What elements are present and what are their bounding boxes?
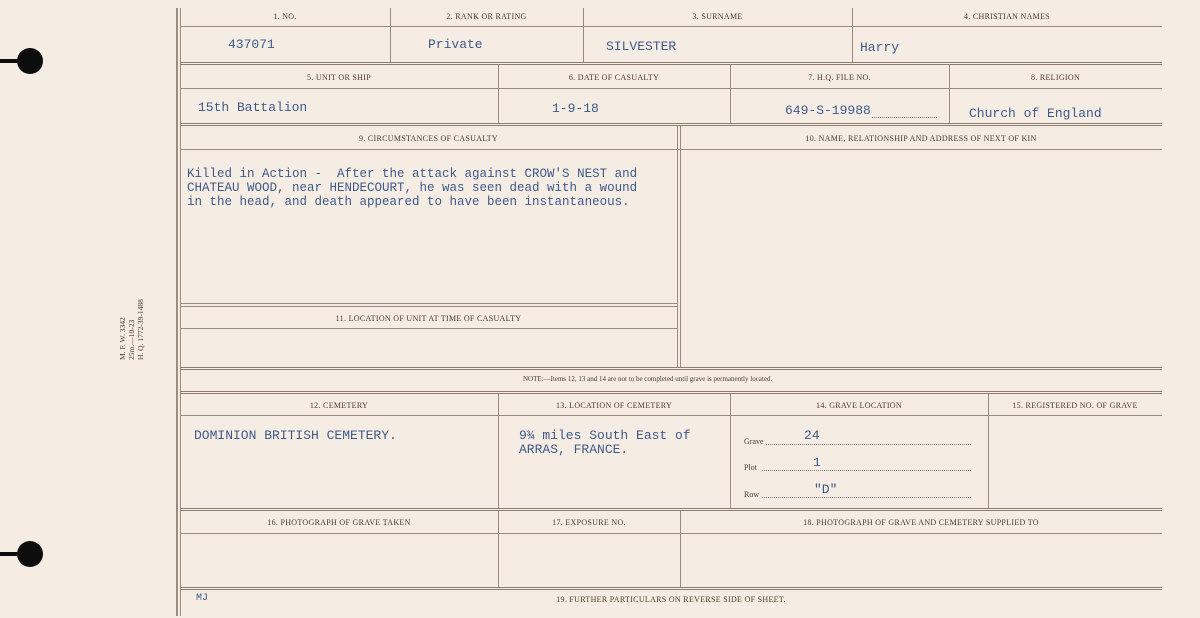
label-exposure-no: 17. EXPOSURE NO. bbox=[552, 518, 626, 527]
hq-file-dots bbox=[872, 117, 937, 118]
label-christian-names: 4. CHRISTIAN NAMES bbox=[963, 12, 1051, 21]
row-dots bbox=[762, 497, 971, 498]
value-date-of-casualty: 1-9-18 bbox=[552, 101, 599, 116]
label-location-of-unit: 11. LOCATION OF UNIT AT TIME OF CASUALTY bbox=[335, 314, 522, 323]
value-row: "D" bbox=[814, 482, 838, 497]
value-number: 437071 bbox=[228, 37, 275, 52]
label-next-of-kin: 10. NAME, RELATIONSHIP AND ADDRESS OF NEXT OF KIN bbox=[805, 134, 1037, 143]
row4-label-rule bbox=[180, 415, 1162, 416]
value-christian-names: Harry bbox=[860, 40, 900, 55]
value-location-line-1: 9¾ miles South East of bbox=[519, 428, 691, 443]
punch-hole-top bbox=[17, 48, 43, 74]
row4-divider-2 bbox=[730, 394, 731, 508]
value-plot: 1 bbox=[813, 455, 821, 470]
row5-bottom-rule bbox=[180, 587, 1162, 590]
label-grave: Grave bbox=[744, 437, 764, 446]
label-unit: 5. UNIT OR SHIP bbox=[307, 73, 371, 82]
row4-bottom-rule bbox=[180, 508, 1162, 511]
label-date-of-casualty: 6. DATE OF CASUALTY bbox=[568, 73, 660, 82]
row3-location-rule bbox=[180, 328, 677, 329]
value-grave: 24 bbox=[804, 428, 820, 443]
plot-dots bbox=[762, 470, 971, 471]
label-registered-no: 15. REGISTERED NO. OF GRAVE bbox=[1012, 401, 1138, 410]
row2-label-rule bbox=[180, 88, 1162, 89]
label-row: Row bbox=[744, 490, 760, 499]
row3-mid-rule-2 bbox=[180, 306, 677, 307]
label-number: 1. NO. bbox=[273, 12, 297, 21]
label-religion: 8. RELIGION bbox=[1030, 73, 1081, 82]
left-border bbox=[176, 8, 178, 616]
row5-label-rule bbox=[180, 533, 1162, 534]
label-surname: 3. SURNAME bbox=[692, 12, 743, 21]
label-plot: Plot bbox=[744, 463, 757, 472]
value-surname: SILVESTER bbox=[606, 39, 677, 54]
value-rank: Private bbox=[428, 37, 483, 52]
row2-bottom-rule bbox=[180, 123, 1162, 126]
row3-mid-rule-1 bbox=[180, 303, 677, 304]
note-bottom-rule bbox=[180, 391, 1162, 394]
value-cemetery: DOMINION BRITISH CEMETERY. bbox=[194, 428, 397, 443]
row4-divider-1 bbox=[498, 394, 499, 508]
value-unit: 15th Battalion bbox=[198, 100, 308, 115]
value-religion: Church of England bbox=[969, 106, 1102, 121]
label-photograph-taken: 16. PHOTOGRAPH OF GRAVE TAKEN bbox=[267, 518, 411, 527]
row4-divider-3 bbox=[988, 394, 989, 508]
side-print-line-1: M. F. W. 3342 bbox=[118, 317, 127, 360]
side-print-line-2: 25m.—10-23 bbox=[127, 319, 136, 360]
clerk-initials: MJ bbox=[196, 593, 209, 604]
row1-label-rule bbox=[180, 26, 1162, 27]
note-text: NOTE:—Items 12, 13 and 14 are not to be completed until grave is permanently located. bbox=[523, 375, 773, 383]
label-photograph-supplied: 18. PHOTOGRAPH OF GRAVE AND CEMETERY SUPPLIED TO bbox=[803, 518, 1039, 527]
label-rank: 2. RANK OR RATING bbox=[446, 12, 527, 21]
row3-divider bbox=[677, 126, 678, 368]
row3-divider-inner bbox=[680, 126, 681, 368]
label-hq-file: 7. H.Q. FILE NO. bbox=[808, 73, 871, 82]
label-further-particulars: 19. FURTHER PARTICULARS ON REVERSE SIDE OF SHEET. bbox=[556, 595, 786, 604]
grave-dots bbox=[766, 444, 971, 445]
punch-hole-bottom bbox=[17, 541, 43, 567]
label-location-of-cemetery: 13. LOCATION OF CEMETERY bbox=[555, 401, 673, 410]
circumstances-text: Killed in Action - After the attack against CROW'S NEST and CHATEAU WOOD, near HENDECOURT, he was seen dead with a wound in the head, and death appeared to have been instantaneous. bbox=[187, 167, 638, 209]
row3-label-rule bbox=[180, 149, 1162, 150]
row1-bottom-rule bbox=[180, 62, 1162, 65]
form-print-reference bbox=[118, 299, 145, 360]
row3-bottom-rule bbox=[180, 367, 1162, 370]
label-grave-location: 14. GRAVE LOCATION bbox=[816, 401, 902, 410]
value-hq-file: 649-S-19988 bbox=[785, 103, 871, 118]
label-cemetery: 12. CEMETERY bbox=[309, 401, 369, 410]
value-location-line-2: ARRAS, FRANCE. bbox=[519, 442, 629, 457]
label-circumstances: 9. CIRCUMSTANCES OF CASUALTY bbox=[358, 134, 499, 143]
side-print-line-3: H. Q. 1772-39-1488 bbox=[136, 299, 145, 360]
